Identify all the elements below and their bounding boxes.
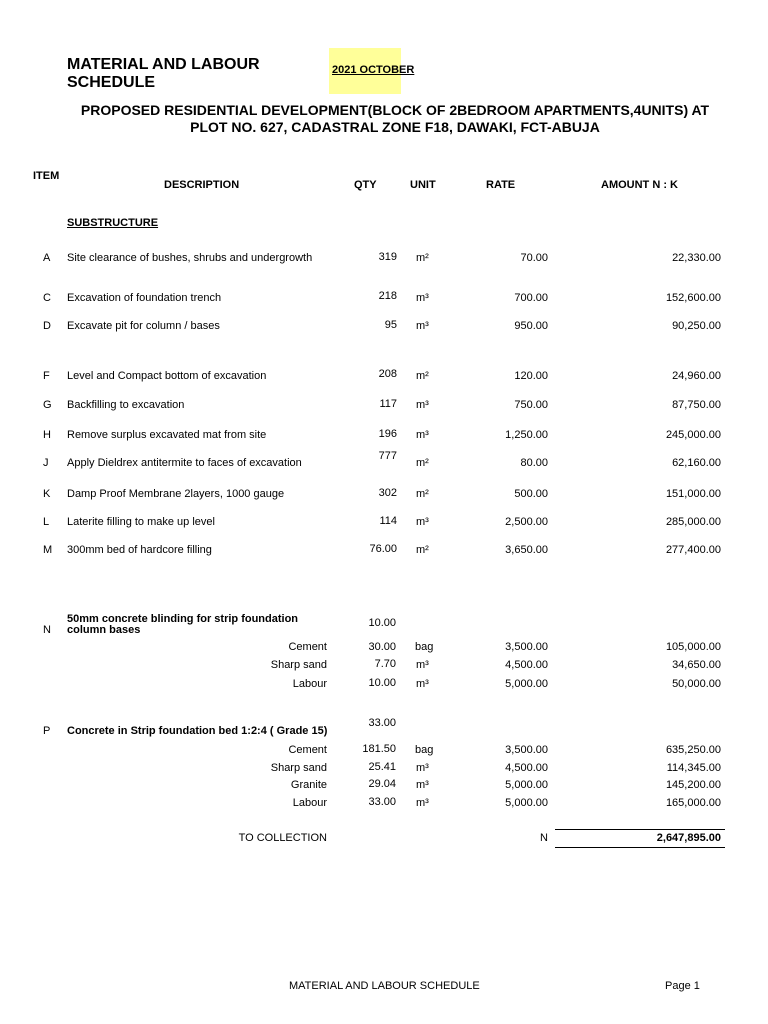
component-label: Sharp sand (270, 659, 327, 671)
item-rate: 500.00 (514, 488, 548, 500)
component-amount: 145,200.00 (665, 779, 721, 791)
item-qty: 319 (378, 251, 397, 263)
collection-label: TO COLLECTION (238, 832, 327, 844)
item-qty: 76.00 (369, 543, 397, 555)
component-label: Labour (292, 797, 327, 809)
group-description: Concrete in Strip foundation bed 1:2:4 ( Grade 15) (67, 725, 328, 737)
item-rate: 750.00 (514, 399, 548, 411)
item-description: Site clearance of bushes, shrubs and undergrowth (67, 252, 313, 264)
item-description: Excavate pit for column / bases (67, 320, 220, 332)
component-qty: 29.04 (368, 778, 396, 790)
item-unit: m² (416, 488, 429, 500)
col-header-rate: RATE (486, 179, 516, 191)
item-unit: m² (416, 544, 429, 556)
project-title-line1: PROPOSED RESIDENTIAL DEVELOPMENT(BLOCK OF 2BEDROOM APARTMENTS,4UNITS) AT (80, 102, 710, 118)
item-code: N (43, 624, 51, 636)
component-amount: 635,250.00 (665, 744, 721, 756)
component-unit: m³ (416, 678, 429, 690)
section-heading: SUBSTRUCTURE (67, 217, 159, 229)
item-code: P (43, 725, 51, 737)
item-amount: 22,330.00 (672, 252, 721, 264)
group-qty: 33.00 (368, 717, 396, 729)
item-qty: 117 (379, 398, 397, 410)
item-description: 300mm bed of hardcore filling (67, 544, 212, 556)
component-qty: 181.50 (362, 743, 396, 755)
item-rate: 700.00 (514, 292, 548, 304)
item-amount: 24,960.00 (672, 370, 721, 382)
item-unit: m³ (416, 399, 429, 411)
component-rate: 4,500.00 (505, 659, 548, 671)
component-label: Cement (288, 641, 327, 653)
item-rate: 70.00 (520, 252, 548, 264)
component-rate: 4,500.00 (505, 762, 548, 774)
col-header-description: DESCRIPTION (164, 179, 240, 191)
collection-total: 2,647,895.00 (656, 832, 721, 844)
item-qty: 302 (378, 487, 397, 499)
component-unit: m³ (416, 659, 429, 671)
col-header-item: ITEM (33, 170, 60, 182)
item-code: D (43, 320, 51, 332)
page-number: Page 1 (665, 980, 700, 992)
item-code: L (43, 516, 50, 528)
item-unit: m² (416, 370, 429, 382)
component-rate: 5,000.00 (505, 797, 548, 809)
item-amount: 87,750.00 (672, 399, 721, 411)
item-description: Level and Compact bottom of excavation (67, 370, 267, 382)
item-rate: 950.00 (514, 320, 548, 332)
component-unit: bag (415, 641, 434, 653)
item-amount: 285,000.00 (665, 516, 721, 528)
item-unit: m³ (416, 292, 429, 304)
component-qty: 30.00 (368, 641, 396, 653)
item-unit: m³ (416, 516, 429, 528)
component-label: Granite (290, 779, 327, 791)
item-code: J (43, 457, 49, 469)
component-unit: m³ (416, 797, 429, 809)
item-code: C (43, 292, 51, 304)
item-amount: 151,000.00 (665, 488, 721, 500)
col-header-amount: AMOUNT N : K (601, 179, 678, 191)
item-description: Damp Proof Membrane 2layers, 1000 gauge (67, 488, 285, 500)
item-code: H (43, 429, 51, 441)
component-amount: 50,000.00 (672, 678, 721, 690)
item-code: M (43, 544, 53, 556)
item-qty: 218 (378, 290, 397, 302)
schedule-title-line1: MATERIAL AND LABOUR (67, 56, 260, 73)
component-rate: 5,000.00 (505, 779, 548, 791)
component-amount: 165,000.00 (665, 797, 721, 809)
item-description: Backfilling to excavation (67, 399, 185, 411)
item-rate: 80.00 (520, 457, 548, 469)
item-amount: 152,600.00 (665, 292, 721, 304)
col-header-qty: QTY (354, 179, 377, 191)
item-qty: 114 (379, 515, 397, 527)
item-code: F (43, 370, 50, 382)
component-unit: m³ (416, 762, 429, 774)
component-unit: bag (415, 744, 434, 756)
item-qty: 208 (378, 368, 397, 380)
schedule-title (67, 56, 260, 92)
component-amount: 114,345.00 (666, 762, 721, 774)
item-unit: m³ (416, 429, 429, 441)
footer-title: MATERIAL AND LABOUR SCHEDULE (289, 980, 480, 992)
col-header-unit: UNIT (410, 179, 436, 191)
item-unit: m³ (416, 320, 429, 332)
item-code: A (43, 252, 51, 264)
group-description-line1: 50mm concrete blinding for strip foundation (67, 613, 299, 625)
component-unit: m³ (416, 779, 429, 791)
component-rate: 3,500.00 (505, 641, 548, 653)
item-qty: 196 (378, 428, 397, 440)
component-rate: 5,000.00 (505, 678, 548, 690)
item-amount: 245,000.00 (665, 429, 721, 441)
item-amount: 62,160.00 (672, 457, 721, 469)
total-top-rule (555, 829, 725, 830)
item-amount: 90,250.00 (672, 320, 721, 332)
component-label: Sharp sand (270, 762, 327, 774)
item-qty: 777 (378, 450, 397, 462)
collection-currency: N (540, 832, 548, 844)
item-rate: 2,500.00 (505, 516, 548, 528)
item-rate: 3,650.00 (505, 544, 548, 556)
item-description: Excavation of foundation trench (67, 292, 222, 304)
component-qty: 10.00 (368, 677, 396, 689)
item-amount: 277,400.00 (665, 544, 721, 556)
component-qty: 7.70 (374, 658, 396, 670)
item-code: K (43, 488, 51, 500)
total-bottom-rule (555, 847, 725, 848)
group-description-line2: column bases (67, 624, 141, 636)
component-rate: 3,500.00 (505, 744, 548, 756)
item-rate: 1,250.00 (505, 429, 548, 441)
item-code: G (43, 399, 52, 411)
group-qty: 10.00 (368, 617, 396, 629)
component-label: Cement (288, 744, 327, 756)
component-amount: 34,650.00 (672, 659, 721, 671)
project-title-line2: PLOT NO. 627, CADASTRAL ZONE F18, DAWAKI, FCT-ABUJA (190, 119, 600, 135)
component-amount: 105,000.00 (665, 641, 721, 653)
item-description: Apply Dieldrex antitermite to faces of excavation (67, 457, 302, 469)
schedule-date: 2021 OCTOBER (332, 64, 415, 76)
item-unit: m² (416, 457, 429, 469)
item-description: Remove surplus excavated mat from site (67, 429, 267, 441)
component-label: Labour (292, 678, 327, 690)
component-qty: 33.00 (368, 796, 396, 808)
item-unit: m² (416, 252, 429, 264)
schedule-title-line2: SCHEDULE (67, 74, 156, 91)
item-qty: 95 (384, 319, 397, 331)
item-description: Laterite filling to make up level (67, 516, 215, 528)
component-qty: 25.41 (368, 761, 396, 773)
item-rate: 120.00 (514, 370, 548, 382)
